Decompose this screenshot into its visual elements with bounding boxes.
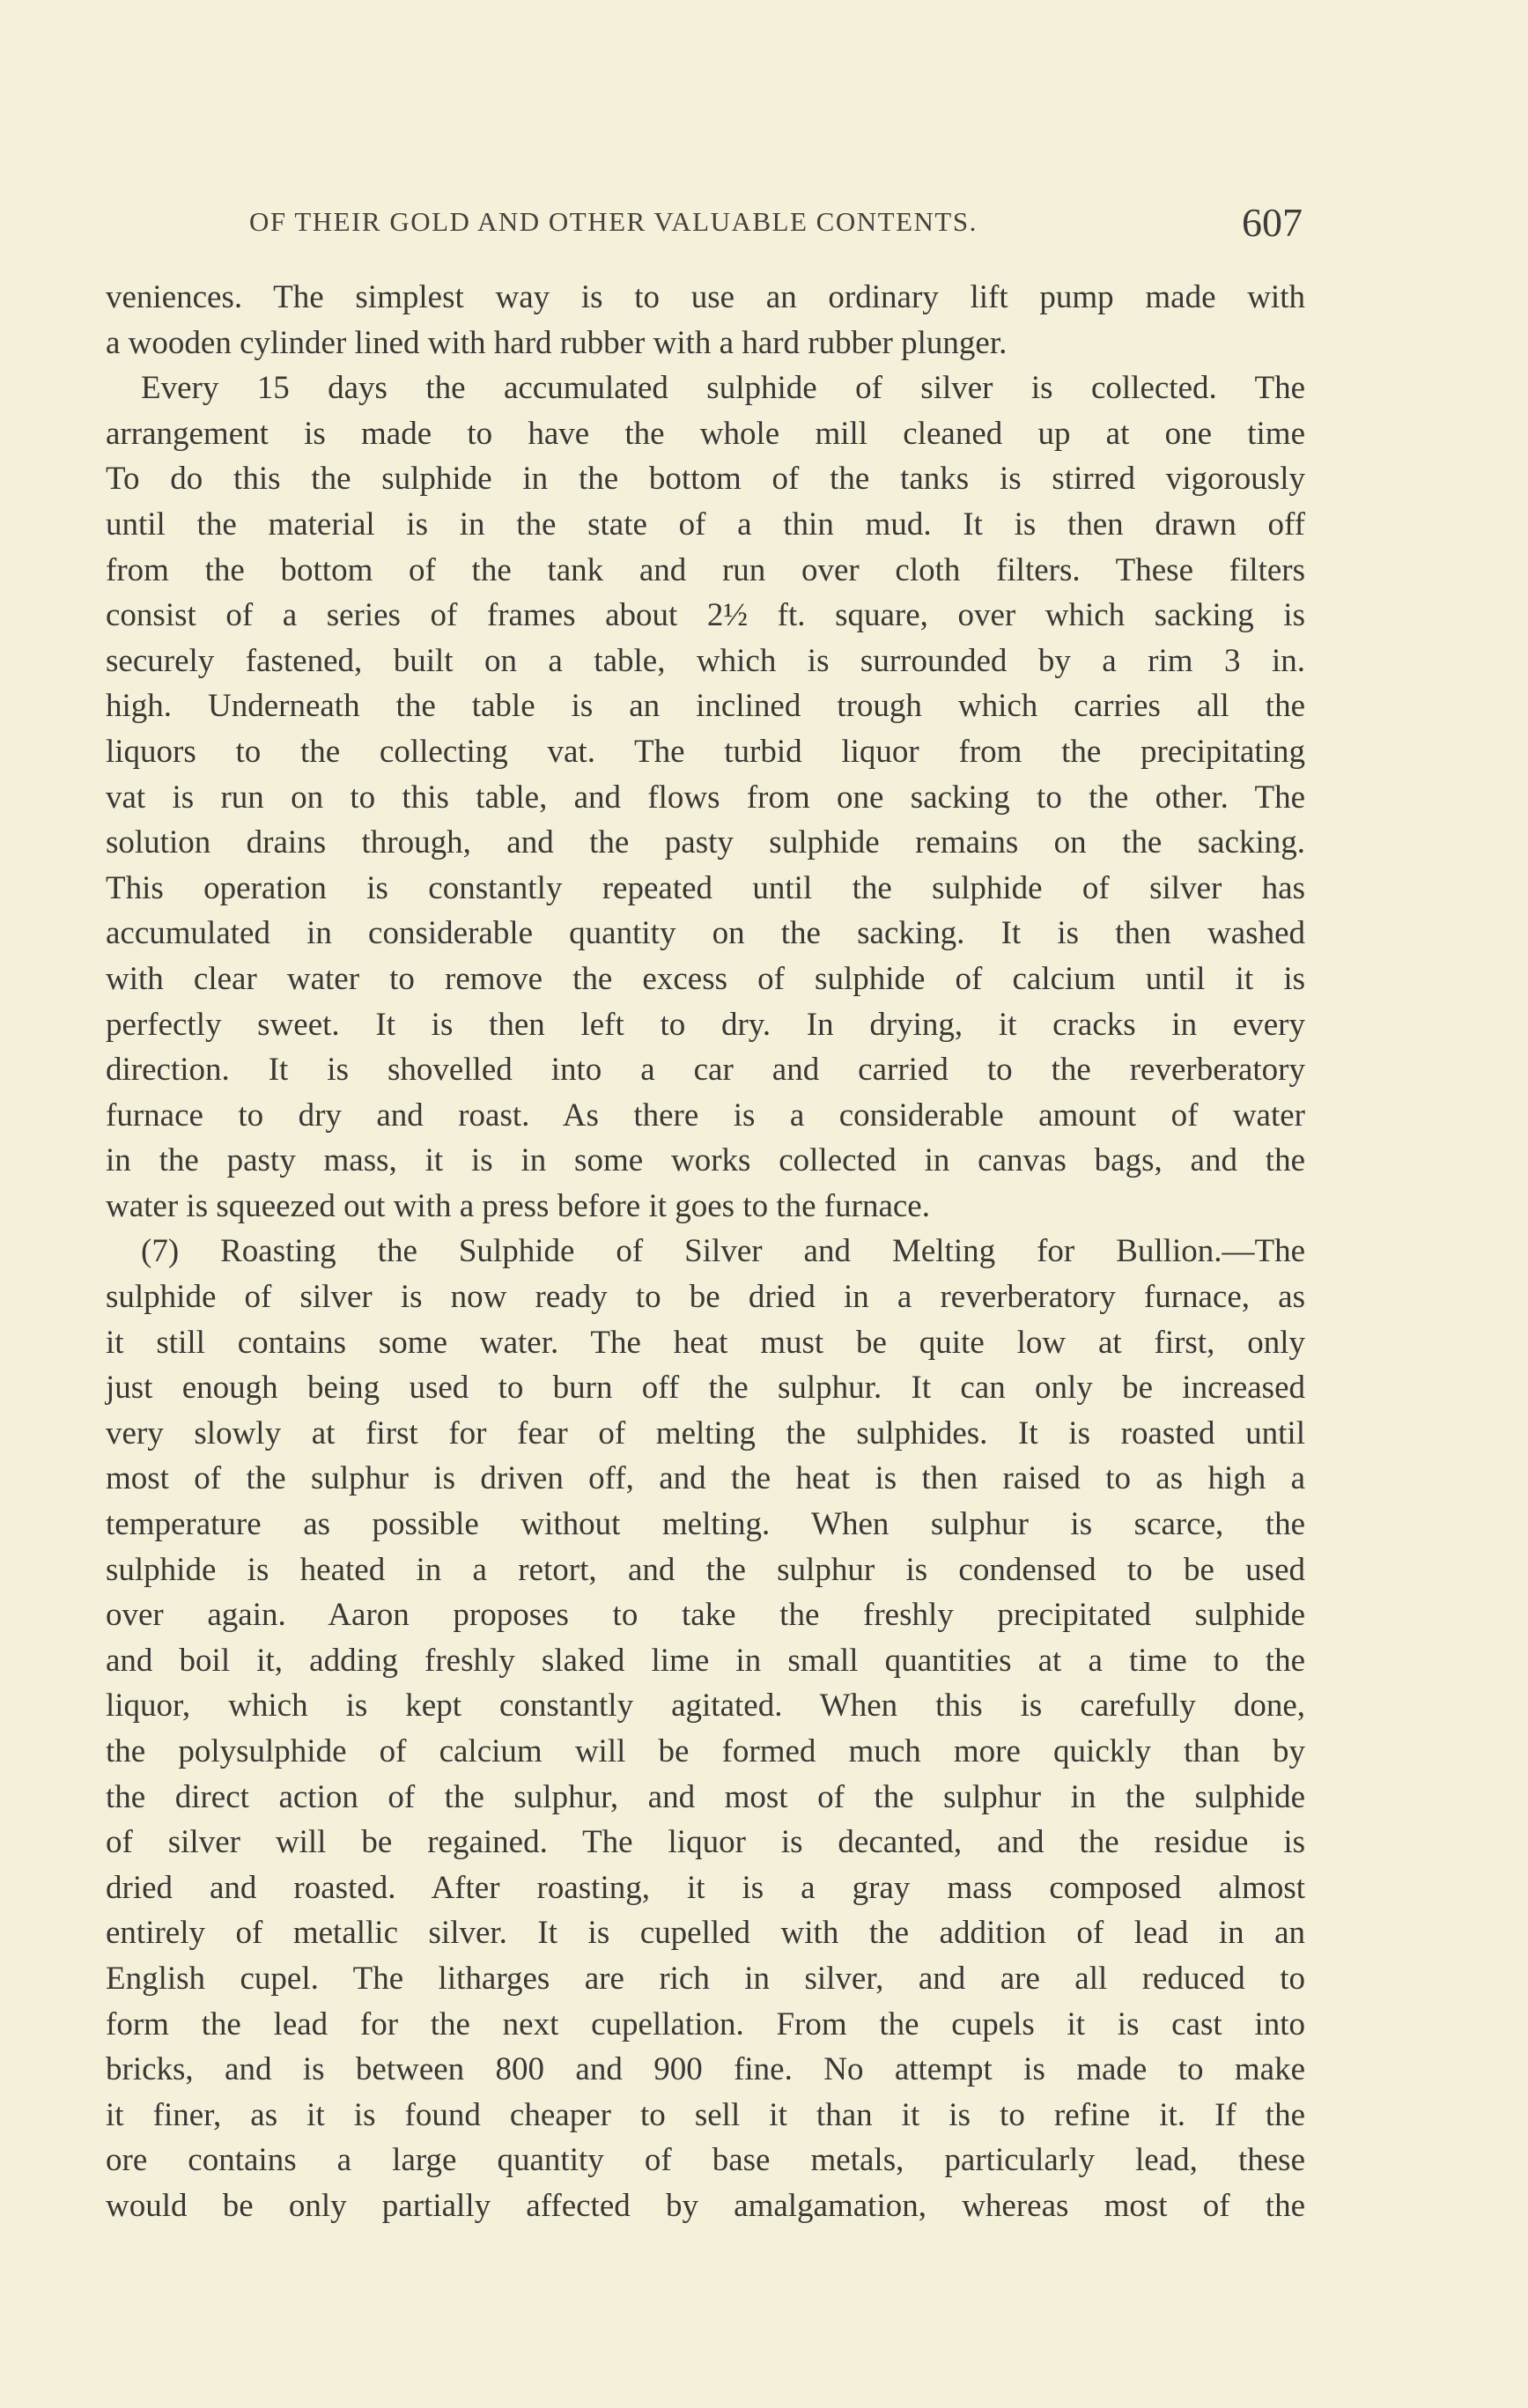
text-line: This operation is constantly repeated until the sulphide of silver has <box>106 869 1305 906</box>
text-line: liquors to the collecting vat. The turbid liquor from the precipitating <box>106 733 1305 770</box>
text-line: direction. It is shovelled into a car and carried to the reverberatory <box>106 1052 1305 1089</box>
text-line: liquor, which is kept constantly agitated. When this is carefully done, <box>106 1688 1305 1725</box>
text-line: from the bottom of the tank and run over cloth filters. These filters <box>106 551 1305 588</box>
text-line: ore contains a large quantity of base metals, particularly lead, these <box>106 2142 1305 2179</box>
text-line: furnace to dry and roast. As there is a considerable amount of water <box>106 1097 1305 1134</box>
text-line: (7) Roasting the Sulphide of Silver and Melting for Bullion.—The <box>141 1233 1305 1270</box>
text-line: and boil it, adding freshly slaked lime in small quantities at a time to the <box>106 1642 1305 1679</box>
text-line: veniences. The simplest way is to use an ordinary lift pump made with <box>106 279 1305 315</box>
text-line: a wooden cylinder lined with hard rubber with a hard rubber plunger. <box>106 324 1008 361</box>
text-line: over again. Aaron proposes to take the freshly precipitated sulphide <box>106 1597 1305 1634</box>
text-line: sulphide of silver is now ready to be dried in a reverberatory furnace, as <box>106 1279 1305 1316</box>
text-line: water is squeezed out with a press before it goes to the furnace. <box>106 1187 930 1224</box>
text-line: of silver will be regained. The liquor is decanted, and the residue is <box>106 1824 1305 1861</box>
text-line: bricks, and is between 800 and 900 fine. No attempt is made to make <box>106 2051 1305 2088</box>
text-line: perfectly sweet. It is then left to dry. In drying, it cracks in every <box>106 1006 1305 1043</box>
page-header <box>249 199 1303 243</box>
text-line: consist of a series of frames about 2½ ft. square, over which sacking is <box>106 597 1305 634</box>
text-line: the polysulphide of calcium will be formed much more quickly than by <box>106 1733 1305 1769</box>
text-line: just enough being used to burn off the sulphur. It can only be increased <box>106 1370 1305 1407</box>
page-number: 607 <box>1242 200 1303 245</box>
text-line: English cupel. The litharges are rich in silver, and are all reduced to <box>106 1960 1305 1997</box>
running-head: OF THEIR GOLD AND OTHER VALUABLE CONTENTS. <box>249 206 978 237</box>
text-line: very slowly at first for fear of melting the sulphides. It is roasted until <box>106 1415 1305 1451</box>
text-line: solution drains through, and the pasty sulphide remains on the sacking. <box>106 824 1305 861</box>
text-line: in the pasty mass, it is in some works collected in canvas bags, and the <box>106 1142 1305 1179</box>
text-line: temperature as possible without melting. When sulphur is scarce, the <box>106 1506 1305 1543</box>
text-line: To do this the sulphide in the bottom of the tanks is stirred vigorously <box>106 461 1305 498</box>
text-line: securely fastened, built on a table, which is surrounded by a rim 3 in. <box>106 642 1305 679</box>
text-line: dried and roasted. After roasting, it is a gray mass composed almost <box>106 1869 1305 1906</box>
text-line: the direct action of the sulphur, and most of the sulphur in the sulphide <box>106 1778 1305 1815</box>
text-line: most of the sulphur is driven off, and the heat is then raised to as high a <box>106 1460 1305 1497</box>
text-line: form the lead for the next cupellation. From the cupels it is cast into <box>106 2005 1305 2042</box>
text-line: high. Underneath the table is an inclined trough which carries all the <box>106 688 1305 725</box>
text-line: vat is run on to this table, and flows from one sacking to the other. The <box>106 779 1305 816</box>
text-line: Every 15 days the accumulated sulphide of silver is collected. The <box>141 370 1305 407</box>
text-line: sulphide is heated in a retort, and the sulphur is condensed to be used <box>106 1551 1305 1588</box>
text-line: it finer, as it is found cheaper to sell it than it is to refine it. If the <box>106 2096 1305 2133</box>
text-line: arrangement is made to have the whole mill cleaned up at one time <box>106 415 1305 452</box>
page-body-text <box>106 275 1305 2229</box>
text-line: would be only partially affected by amalgamation, whereas most of the <box>106 2187 1305 2224</box>
text-line: with clear water to remove the excess of sulphide of calcium until it is <box>106 960 1305 997</box>
text-line: until the material is in the state of a thin mud. It is then drawn off <box>106 506 1305 543</box>
text-line: it still contains some water. The heat must be quite low at first, only <box>106 1324 1305 1361</box>
text-line: accumulated in considerable quantity on the sacking. It is then washed <box>106 915 1305 952</box>
text-line: entirely of metallic silver. It is cupelled with the addition of lead in an <box>106 1915 1305 1952</box>
